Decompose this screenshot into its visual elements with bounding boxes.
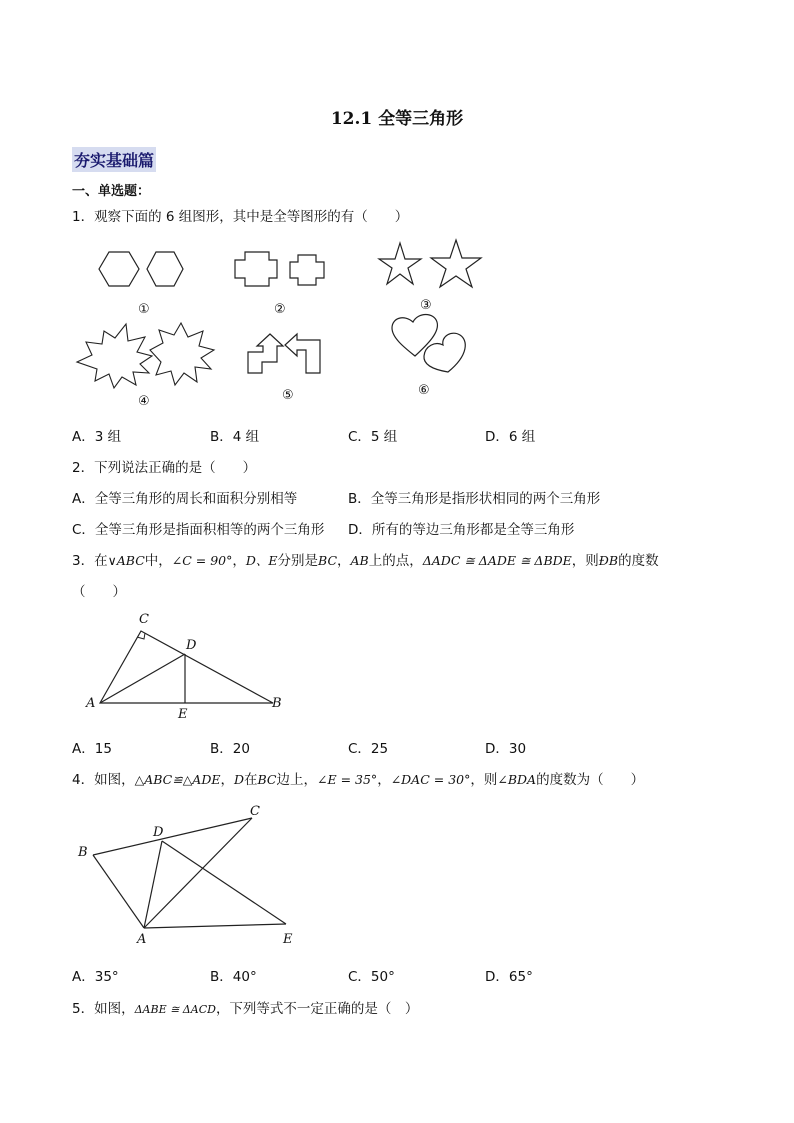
q3-option-d[interactable]: D．30 bbox=[485, 741, 527, 757]
point-label-b: B bbox=[272, 696, 282, 711]
q4-asked-angle: ∠BDA bbox=[497, 772, 537, 787]
q4-stem-text: ， bbox=[377, 772, 391, 788]
q5-stem-text: ，下列等式不一定正确的是（ ） bbox=[215, 1001, 419, 1017]
segment-ad bbox=[144, 841, 162, 928]
q1-option-b[interactable]: B．4 组 bbox=[210, 429, 260, 445]
q4-congruence: △ABC≌△ADE bbox=[134, 772, 221, 787]
page-title: 12.1 全等三角形 bbox=[330, 109, 464, 129]
q3-option-c[interactable]: C．25 bbox=[348, 741, 389, 757]
q4-stem-text: 的度数为（ ） bbox=[536, 772, 645, 788]
q4-option-c[interactable]: C．50° bbox=[348, 969, 395, 985]
q1-option-d[interactable]: D．6 组 bbox=[485, 429, 536, 445]
q5-stem-text: 5．如图， bbox=[72, 1001, 135, 1017]
q2-stem: 2．下列说法正确的是（ ） bbox=[72, 460, 257, 476]
point-label-c: C bbox=[139, 612, 149, 627]
q3-paren: （ ） bbox=[72, 584, 126, 600]
point-label-d: D bbox=[186, 638, 197, 653]
q4-stem-text: 边上， bbox=[276, 772, 317, 788]
q2-option-b[interactable]: B．全等三角形是指形状相同的两个三角形 bbox=[348, 491, 601, 507]
figure-label-5: ⑤ bbox=[282, 388, 294, 403]
point-label-e: E bbox=[283, 932, 293, 947]
q4-angle-e: ∠E = 35° bbox=[317, 772, 378, 787]
q3-stem-text: 的度数 bbox=[618, 553, 659, 569]
q3-option-a[interactable]: A．15 bbox=[72, 741, 112, 757]
point-label-b: B bbox=[78, 845, 88, 860]
q2-option-c[interactable]: C．全等三角形是指面积相等的两个三角形 bbox=[72, 522, 325, 538]
q3-option-b[interactable]: B．20 bbox=[210, 741, 250, 757]
q3-asked-angle: ÐB bbox=[598, 553, 619, 568]
q4-stem-text: ， bbox=[220, 772, 234, 788]
segment-ae bbox=[144, 924, 286, 928]
segment-ba bbox=[93, 855, 144, 928]
q4-point: D bbox=[233, 772, 245, 787]
q2-option-a[interactable]: A．全等三角形的周长和面积分别相等 bbox=[72, 491, 298, 507]
q2-option-d[interactable]: D．所有的等边三角形都是全等三角形 bbox=[348, 522, 575, 538]
q3-stem-text: 分别是 bbox=[277, 553, 319, 569]
q3-stem-text: 3．在 bbox=[72, 553, 108, 569]
part-heading: 一、单选题： bbox=[72, 184, 151, 199]
point-label-a: A bbox=[86, 696, 96, 711]
segment-bc bbox=[93, 818, 252, 855]
q3-triangle: ∨ABC bbox=[107, 553, 145, 568]
figure-label-4: ④ bbox=[138, 394, 150, 409]
q5-stem bbox=[72, 997, 418, 1017]
q1-option-c[interactable]: C．5 组 bbox=[348, 429, 398, 445]
q4-option-b[interactable]: B．40° bbox=[210, 969, 257, 985]
figure-label-1: ① bbox=[138, 302, 150, 317]
q3-stem-text: 上的点， bbox=[368, 553, 423, 569]
point-label-c: C bbox=[250, 804, 260, 819]
q5-congruence: ΔABE ≅ ΔACD bbox=[134, 1003, 216, 1016]
q3-angle: ∠C = 90° bbox=[171, 553, 233, 568]
figure-label-6: ⑥ bbox=[418, 383, 430, 398]
q3-segment: BC bbox=[318, 553, 338, 568]
q1-option-a[interactable]: A．3 组 bbox=[72, 429, 122, 445]
figure-label-2: ② bbox=[274, 302, 286, 317]
q4-stem-text: 在 bbox=[244, 772, 258, 788]
q3-segment: AB bbox=[350, 553, 369, 568]
q3-stem-text: ， bbox=[232, 553, 246, 569]
q3-points: D、E bbox=[245, 553, 278, 568]
q1-stem: 1．观察下面的 6 组图形，其中是全等图形的有（ ） bbox=[72, 209, 409, 225]
segment-de bbox=[162, 841, 286, 924]
point-label-d: D bbox=[153, 825, 164, 840]
q4-angle-dac: ∠DAC = 30° bbox=[390, 772, 471, 787]
q3-stem-text: 中， bbox=[144, 553, 172, 569]
figure-label-3: ③ bbox=[420, 298, 432, 313]
q4-option-a[interactable]: A．35° bbox=[72, 969, 119, 985]
section-tag: 夯实基础篇 bbox=[72, 147, 156, 172]
q4-stem-text: ，则 bbox=[470, 772, 498, 788]
q4-option-d[interactable]: D．65° bbox=[485, 969, 533, 985]
q3-congruence: ΔADC ≅ ΔADE ≅ ΔBDE bbox=[422, 553, 572, 568]
point-label-e: E bbox=[178, 707, 188, 722]
q4-segment: BC bbox=[257, 772, 277, 787]
q4-stem-text: 4．如图， bbox=[72, 772, 135, 788]
point-label-a: A bbox=[137, 932, 147, 947]
q3-stem-text: ， bbox=[337, 553, 351, 569]
q3-stem-text: ，则 bbox=[571, 553, 599, 569]
